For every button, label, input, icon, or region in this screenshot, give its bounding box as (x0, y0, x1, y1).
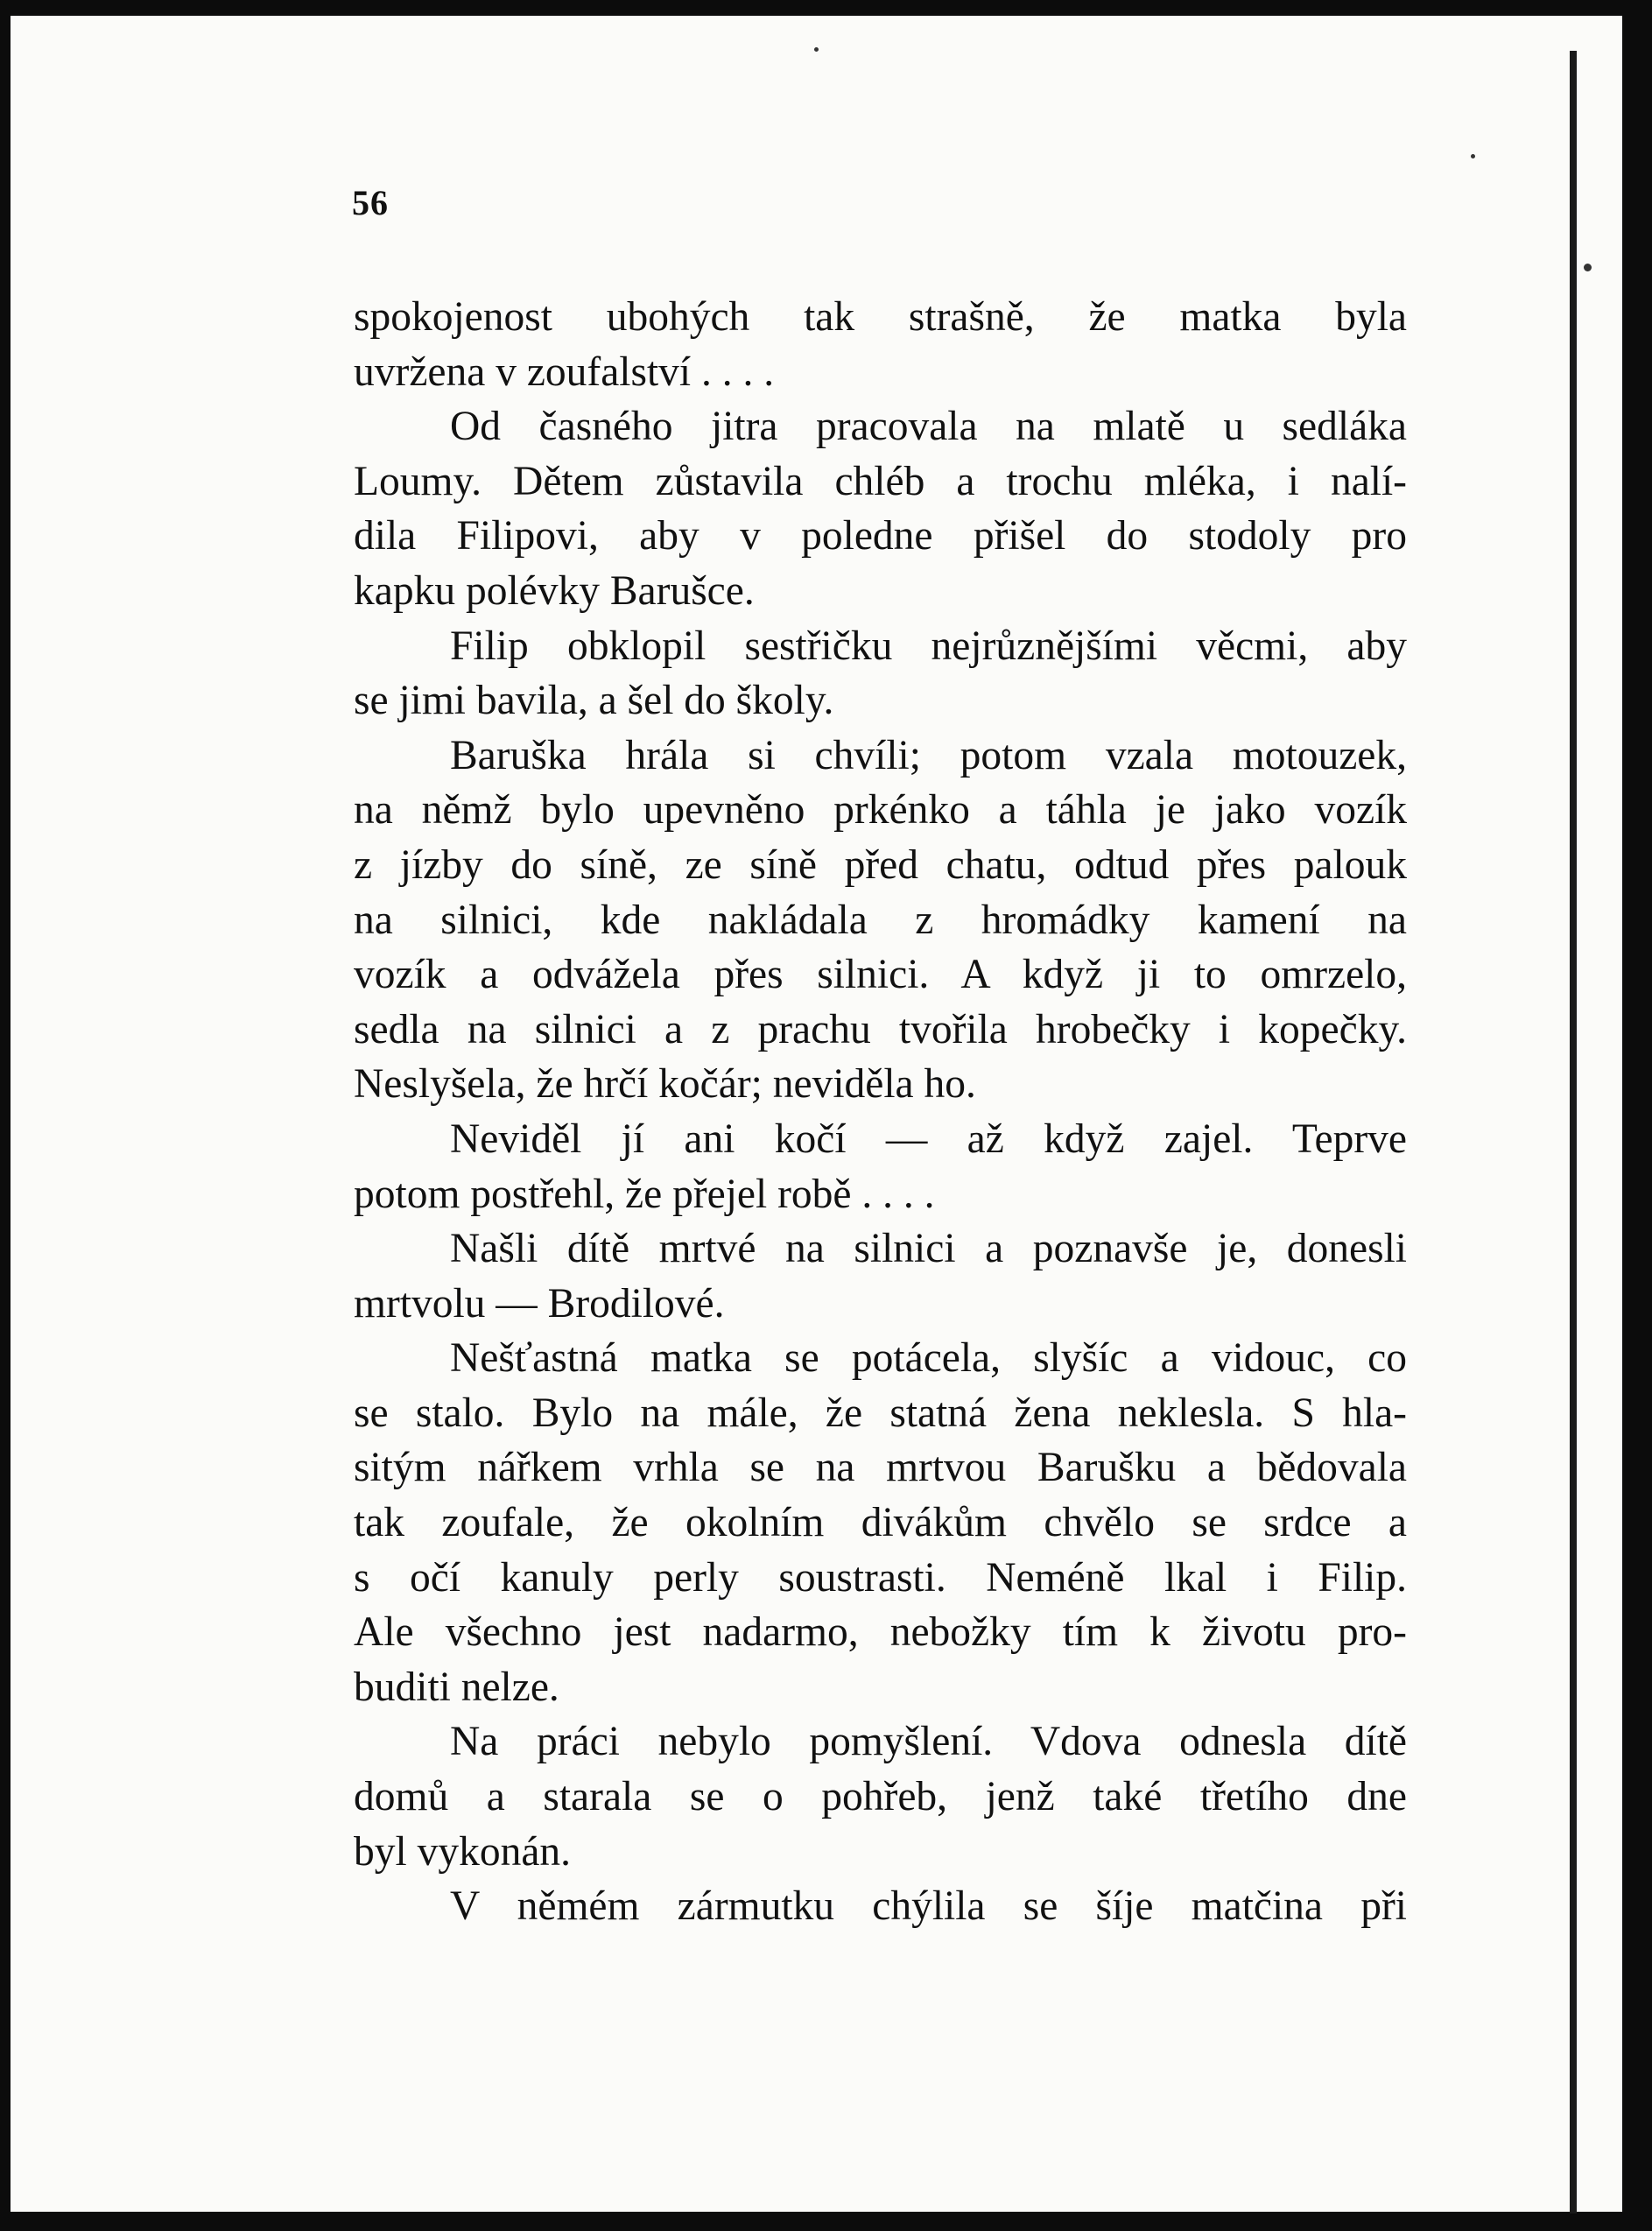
text-line: tak zoufale, že okolním divákům chvělo se srdce a (354, 1500, 1407, 1546)
body-text (354, 290, 1407, 1934)
text-line: spokojenost ubohých tak strašně, že matka byla (354, 294, 1407, 340)
text-line: domů a starala se o pohřeb, jenž také třetího dne (354, 1774, 1407, 1820)
paragraph-start-line: Nešťastná matka se potácela, slyšíc a vidouc, co (450, 1335, 1407, 1382)
text-line: buditi nelze. (354, 1664, 559, 1710)
text-line: Neslyšela, že hrčí kočár; neviděla ho. (354, 1061, 976, 1108)
paragraph-start-line: Filip obklopil sestřičku nejrůznějšími věcmi, aby (450, 623, 1407, 669)
text-line: na silnici, kde nakládala z hromádky kamení na (354, 897, 1407, 943)
text-line: kapku polévky Barušce. (354, 567, 755, 614)
paragraph-start-line: V němém zármutku chýlila se šíje matčina při (450, 1883, 1407, 1930)
text-line: potom postřehl, že přejel robě . . . . (354, 1171, 935, 1217)
text-line: byl vykonán. (354, 1828, 572, 1875)
ink-speck (1471, 154, 1475, 158)
ink-speck (1584, 264, 1592, 271)
text-line: vozík a odvážela přes silnici. A když ji to omrzelo, (354, 952, 1407, 998)
text-line: dila Filipovi, aby v poledne přišel do stodoly pro (354, 513, 1407, 560)
text-line: Loumy. Dětem zůstavila chléb a trochu mléka, i nalí- (354, 458, 1407, 504)
paragraph-start-line: Od časného jitra pracovala na mlatě u sedláka (450, 404, 1407, 450)
text-line: uvržena v zoufalství . . . . (354, 348, 775, 395)
text-line: mrtvolu — Brodilové. (354, 1280, 725, 1327)
text-line: z jízby do síně, ze síně před chatu, odtud přes palouk (354, 841, 1407, 888)
text-line: se stalo. Bylo na mále, že statná žena neklesla. S hla- (354, 1390, 1407, 1436)
paragraph-start-line: Baruška hrála si chvíli; potom vzala motouzek, (450, 732, 1407, 778)
text-line: Ale všechno jest nadarmo, nebožky tím k životu pro- (354, 1609, 1407, 1656)
page-number: 56 (352, 183, 389, 222)
text-line: sitým nářkem vrhla se na mrtvou Barušku a bědovala (354, 1445, 1407, 1491)
text-line: s očí kanuly perly soustrasti. Neméně lkal i Filip. (354, 1554, 1407, 1601)
text-line: na němž bylo upevněno prkénko a táhla je jako vozík (354, 787, 1407, 834)
page-edge-shadow (1570, 51, 1577, 2213)
paragraph-start-line: Neviděl jí ani kočí — až když zajel. Teprve (450, 1116, 1407, 1162)
ink-speck (814, 47, 819, 52)
paragraph-start-line: Našli dítě mrtvé na silnici a poznavše je, donesli (450, 1226, 1407, 1272)
text-line: sedla na silnici a z prachu tvořila hrobečky i kopečky. (354, 1006, 1407, 1052)
text-line: se jimi bavila, a šel do školy. (354, 678, 834, 724)
paragraph-start-line: Na práci nebylo pomyšlení. Vdova odnesla dítě (450, 1719, 1407, 1765)
